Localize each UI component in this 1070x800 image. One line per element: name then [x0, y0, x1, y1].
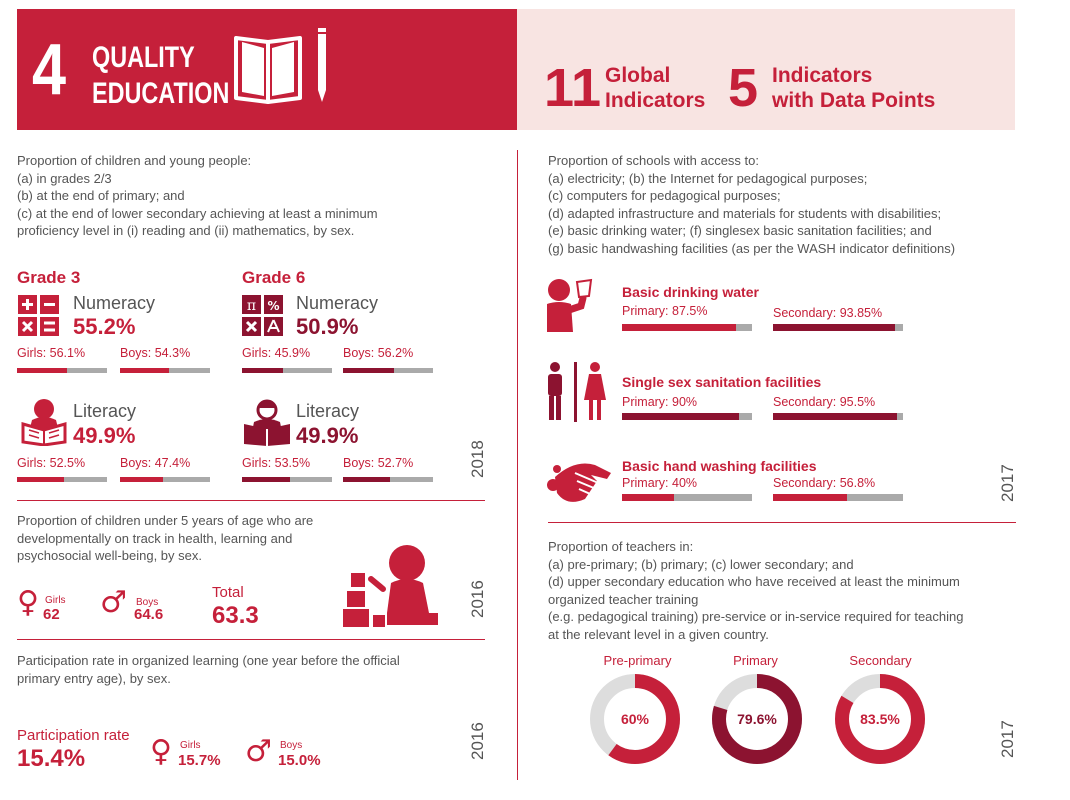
svg-text:%: % [267, 299, 280, 313]
teachers-description: Proportion of teachers in: (a) pre-primary; (b) primary; (c) lower secondary; and (d) upper secondary education who have received at least the minimum organized teacher training (e.g. pedagogical training) pre-service or in-service required for teaching at the relevant level in a given country. [548, 539, 964, 642]
grade3-numeracy-boys-bar [120, 368, 210, 373]
hand-washing-icon [545, 455, 615, 505]
donut-label-2: Secondary [849, 653, 912, 668]
reading-boy-icon [240, 398, 294, 446]
grade3-numeracy-boys: Boys: 54.3% [120, 346, 191, 360]
grade3-literacy-boys-bar [120, 477, 210, 482]
drinking-water-icon [545, 278, 597, 332]
grade3-literacy-girls-bar [17, 477, 107, 482]
grade3-numeracy-girls-bar [17, 368, 107, 373]
data-count: 5 [728, 58, 759, 118]
school-item-primary-bar-1 [622, 413, 752, 420]
grade3-literacy-girls: Girls: 52.5% [17, 456, 86, 470]
donut-chart-2 [834, 673, 926, 765]
grade6-literacy-label: Literacy [296, 401, 360, 421]
grade3-numeracy-label: Numeracy [73, 293, 156, 313]
participation-female-icon: ♀ [150, 734, 172, 769]
school-item-primary-2: Primary: 40% [622, 476, 698, 490]
divider-left-2 [17, 639, 485, 640]
donut-chart-1 [711, 673, 803, 765]
sanitation-icon [545, 362, 607, 422]
grade3-literacy-value: 49.9% [73, 423, 136, 448]
global-count: 11 [544, 58, 602, 118]
grade6-numeracy-girls: Girls: 45.9% [242, 346, 311, 360]
school-item-secondary-1: Secondary: 95.5% [773, 395, 876, 409]
school-item-primary-0: Primary: 87.5% [622, 304, 708, 318]
schools-year: 2017 [998, 464, 1017, 502]
donut-value-1: 79.6% [737, 711, 777, 727]
dev-boys-label: Boys [136, 597, 159, 608]
donut-chart-0 [589, 673, 681, 765]
school-item-secondary-2: Secondary: 56.8% [773, 476, 876, 490]
school-item-secondary-bar-1 [773, 413, 903, 420]
grade6-literacy-boys-bar [343, 477, 433, 482]
advanced-math-icon [242, 295, 284, 337]
divider-left-1 [17, 500, 485, 501]
dev-girls-label: Girls [45, 595, 66, 606]
grade6-numeracy-boys: Boys: 56.2% [343, 346, 414, 360]
participation-boys-label: Boys [280, 740, 303, 751]
grade3-literacy-label: Literacy [73, 401, 137, 421]
development-year: 2016 [468, 580, 487, 618]
donut-value-2: 83.5% [860, 711, 900, 727]
math-symbols-icon [18, 295, 60, 337]
donut-label-0: Pre-primary [603, 653, 672, 668]
school-item-title-1: Single sex sanitation facilities [622, 374, 822, 390]
male-icon: ♂ [100, 585, 127, 620]
grade6-numeracy-value: 50.9% [296, 314, 359, 339]
participation-rate-value: 15.4% [17, 745, 86, 772]
data-label-1: Indicators [772, 64, 873, 87]
global-label-2: Indicators [605, 89, 706, 112]
school-item-secondary-bar-0 [773, 324, 903, 331]
center-divider [517, 150, 518, 780]
school-item-title-0: Basic drinking water [622, 284, 759, 300]
school-item-primary-bar-0 [622, 324, 752, 331]
baby-blocks-icon [343, 543, 443, 629]
dev-girls-value: 62 [43, 606, 60, 623]
dev-total-value: 63.3 [212, 602, 259, 629]
goal-title-line-1: QUALITY [92, 41, 195, 74]
grade6-numeracy-girls-bar [242, 368, 332, 373]
participation-rate-label: Participation rate [17, 727, 130, 744]
participation-boys-value: 15.0% [278, 752, 321, 769]
school-item-title-2: Basic hand washing facilities [622, 458, 817, 474]
participation-male-icon: ♂ [245, 734, 272, 769]
participation-description: Participation rate in organized learning (one year before the official primary entry age), by sex. [17, 653, 400, 686]
participation-girls-label: Girls [180, 740, 201, 751]
grade6-literacy-girls: Girls: 53.5% [242, 456, 311, 470]
grade3-numeracy-girls: Girls: 56.1% [17, 346, 86, 360]
goal-number: 4 [32, 30, 67, 110]
donut-label-1: Primary [733, 653, 778, 668]
teachers-year: 2017 [998, 720, 1017, 758]
school-item-primary-bar-2 [622, 494, 752, 501]
female-icon: ♀ [17, 585, 39, 620]
school-item-primary-1: Primary: 90% [622, 395, 698, 409]
svg-text:π: π [246, 298, 257, 314]
grade6-literacy-boys: Boys: 52.7% [343, 456, 414, 470]
grade3-title: Grade 3 [17, 268, 81, 287]
proficiency-year: 2018 [468, 440, 487, 478]
reading-girl-icon [17, 398, 71, 446]
book-pencil-icon [232, 28, 336, 108]
donut-value-0: 60% [620, 711, 650, 727]
goal-title-line-2: EDUCATION [92, 77, 230, 110]
divider-right-1 [548, 522, 1016, 523]
dev-boys-value: 64.6 [134, 606, 164, 623]
grade3-numeracy-value: 55.2% [73, 314, 136, 339]
proficiency-description: Proportion of children and young people: (a) in grades 2/3 (b) at the end of primary; and (c) at the end of lower secondary achieving at least a minimum proficiency level in (i) reading and (ii) mathematics, by sex. [17, 153, 378, 238]
grade6-literacy-value: 49.9% [296, 423, 359, 448]
dev-total-label: Total [212, 584, 244, 601]
participation-girls-value: 15.7% [178, 752, 221, 769]
global-label-1: Global [605, 64, 671, 87]
data-label-2: with Data Points [772, 89, 936, 112]
development-description: Proportion of children under 5 years of age who are developmentally on track in health, learning and psychosocial well-being, by sex. [17, 513, 314, 563]
grade6-title: Grade 6 [242, 268, 306, 287]
participation-year: 2016 [468, 722, 487, 760]
schools-description: Proportion of schools with access to: (a) electricity; (b) the Internet for pedagogical purposes; (c) computers for pedagogical purposes; (d) adapted infrastructure and materials for students with disabilities; (e) basic drinking water; (f) singlesex basic sanitation facilities; and (g) basic handwashing facilities (as per the WASH indicator definitions) [548, 153, 956, 256]
school-item-secondary-0: Secondary: 93.85% [773, 306, 883, 320]
grade6-numeracy-boys-bar [343, 368, 433, 373]
school-item-secondary-bar-2 [773, 494, 903, 501]
grade3-literacy-boys: Boys: 47.4% [120, 456, 191, 470]
grade6-numeracy-label: Numeracy [296, 293, 379, 313]
grade6-literacy-girls-bar [242, 477, 332, 482]
